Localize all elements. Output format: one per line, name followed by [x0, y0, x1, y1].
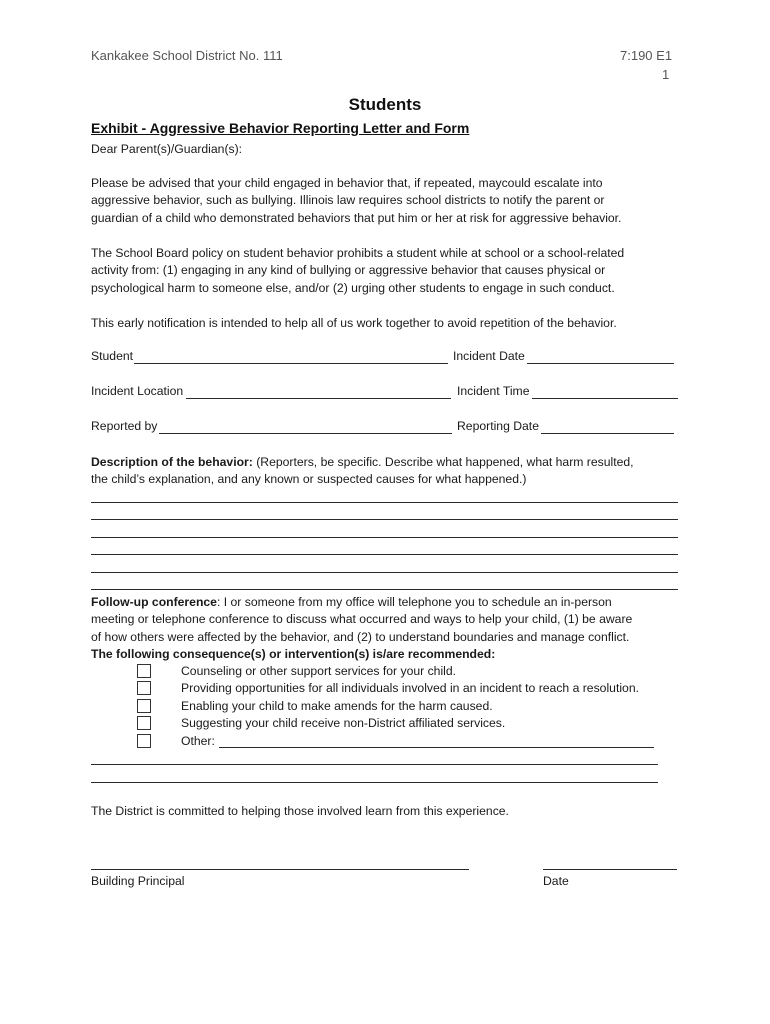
non-district-services-checkbox[interactable] — [137, 716, 151, 730]
followup-line — [91, 594, 632, 611]
principal-label: Building Principal — [91, 874, 185, 888]
other-field[interactable] — [219, 747, 654, 748]
notice-paragraph — [91, 175, 621, 227]
policy-code: 7:190 E1 — [620, 48, 673, 63]
incident-time-field[interactable] — [532, 398, 678, 399]
closing-statement: The District is committed to helping those involved learn from this experience. — [91, 804, 509, 818]
greeting: Dear Parent(s)/Guardian(s): — [91, 142, 243, 156]
district-name: Kankakee School District No. 111 — [91, 48, 283, 63]
principal-signature-field[interactable] — [91, 869, 469, 870]
signature-date-field[interactable] — [543, 869, 677, 870]
followup-label: Follow-up conference — [91, 595, 217, 609]
incident-date-field[interactable] — [527, 363, 674, 364]
followup-section — [91, 594, 632, 663]
reported-by-field[interactable] — [159, 433, 452, 434]
description-instructions-2: the child’s explanation, and any known or suspected causes for what happened.) — [91, 472, 527, 487]
page-title: Students — [348, 95, 422, 114]
paragraph-line: guardian of a child who demonstrated behaviors that put him or her at risk for aggressive behavior. — [91, 210, 622, 225]
followup-text: : I or someone from my office will telephone you to schedule an in-person — [216, 595, 612, 609]
followup-line: of how others were affected by the behavior, and (2) to understand boundaries and manage conflict. — [91, 629, 630, 644]
option-label: Counseling or other support services for your child. — [181, 664, 457, 678]
description-line-2[interactable] — [91, 519, 678, 520]
other-line-2[interactable] — [91, 764, 658, 765]
incident-location-label: Incident Location — [91, 384, 184, 398]
incident-date-label: Incident Date — [453, 349, 525, 363]
counseling-checkbox[interactable] — [137, 664, 151, 678]
date-label: Date — [543, 874, 569, 888]
option-label: Enabling your child to make amends for the harm caused. — [181, 699, 493, 713]
description-line-4[interactable] — [91, 554, 678, 555]
exhibit-title: Exhibit - Aggressive Behavior Reporting Letter and Form — [91, 120, 470, 136]
paragraph-line: activity from: (1) engaging in any kind of bullying or aggressive behavior that causes physical or — [91, 263, 606, 278]
option-label: Other: — [181, 734, 215, 748]
paragraph-line: Please be advised that your child engaged in behavior that, if repeated, maycould escalate into — [91, 176, 603, 190]
reporting-date-label: Reporting Date — [457, 419, 539, 433]
description-line-6[interactable] — [91, 589, 678, 590]
paragraph-line: psychological harm to someone else, and/or (2) urging other students to engage in such conduct. — [91, 280, 615, 295]
description-line-1[interactable] — [91, 502, 678, 503]
other-line-3[interactable] — [91, 782, 658, 783]
option-label: Suggesting your child receive non-District affiliated services. — [181, 716, 506, 730]
student-label: Student — [91, 349, 134, 363]
paragraph-line: aggressive behavior, such as bullying. Illinois law requires school districts to notify the parent or — [91, 193, 605, 208]
amends-checkbox[interactable] — [137, 699, 151, 713]
description-section — [91, 454, 634, 489]
description-line-3[interactable] — [91, 537, 678, 538]
paragraph-line: The School Board policy on student behavior prohibits a student while at school or a school-related — [91, 246, 625, 260]
reported-by-label: Reported by — [91, 419, 158, 433]
notification-paragraph: This early notification is intended to help all of us work together to avoid repetition of the behavior. — [91, 316, 617, 330]
reporting-date-field[interactable] — [541, 433, 674, 434]
other-checkbox[interactable] — [137, 734, 151, 748]
incident-location-field[interactable] — [186, 398, 451, 399]
followup-line: meeting or telephone conference to discuss what occurred and ways to help your child, (1) be aware — [91, 612, 633, 627]
option-label: Providing opportunities for all individuals involved in an incident to reach a resolution. — [181, 681, 639, 695]
student-field[interactable] — [134, 363, 448, 364]
description-line — [91, 454, 634, 471]
incident-time-label: Incident Time — [457, 384, 530, 398]
description-label: Description of the behavior: — [91, 455, 253, 469]
page-number: 1 — [662, 67, 670, 82]
resolution-checkbox[interactable] — [137, 681, 151, 695]
description-line-5[interactable] — [91, 572, 678, 573]
consequences-heading: The following consequence(s) or intervention(s) is/are recommended: — [91, 646, 496, 661]
policy-paragraph — [91, 245, 624, 297]
description-instructions: (Reporters, be specific. Describe what happened, what harm resulted, — [252, 455, 634, 469]
